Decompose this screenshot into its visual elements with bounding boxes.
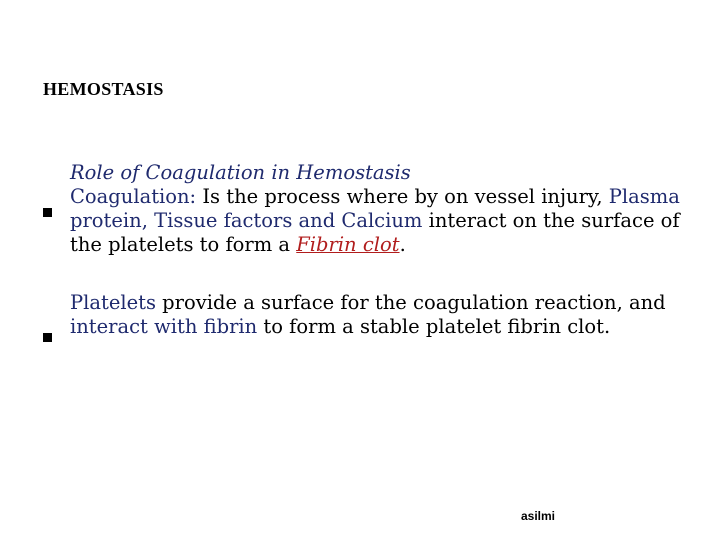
- bullet-text: Is the process where by on vessel injury,: [196, 185, 609, 208]
- bullet-item-coagulation: [70, 185, 690, 257]
- term-coagulation: Coagulation:: [70, 185, 197, 208]
- term-platelets: Platelets: [70, 291, 156, 314]
- bullet-text: .: [399, 233, 406, 256]
- highlight-fibrin: interact with fibrin: [70, 315, 258, 338]
- bullet-text: provide a surface for the coagulation reaction, and: [155, 291, 666, 314]
- slide-title: HEMOSTASIS: [43, 79, 164, 99]
- bullet-text: to form a stable platelet fibrin clot.: [257, 315, 611, 338]
- fibrin-clot-link[interactable]: Fibrin clot: [296, 233, 400, 256]
- bullet-text: interact on the surface of the platelets to form a: [70, 209, 680, 256]
- footer-author: asilmi: [521, 509, 556, 523]
- square-bullet-icon: [43, 333, 52, 342]
- highlight-factors: Plasma protein, Tissue factors and Calcium: [70, 185, 680, 232]
- slide-subtitle: Role of Coagulation in Hemostasis: [70, 161, 411, 184]
- bullet-item-platelets: [70, 291, 690, 339]
- slide-content: [70, 161, 690, 339]
- square-bullet-icon: [43, 208, 52, 217]
